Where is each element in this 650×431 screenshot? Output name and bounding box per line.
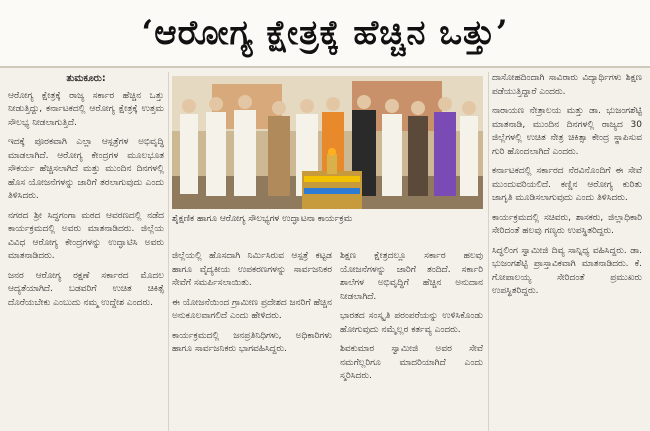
paragraph: ಈ ಯೋಜನೆಯಿಂದ ಗ್ರಾಮೀಣ ಪ್ರದೇಶದ ಜನರಿಗೆ ಹೆಚ್ಚಿನ ಅನುಕೂಲವಾಗಲಿದೆ ಎಂದು ಹೇಳಿದರು. xyxy=(172,297,332,321)
paragraph: ನಗರದ ಶ್ರೀ ಸಿದ್ಧಗಂಗಾ ಮಠದ ಆವರಣದಲ್ಲಿ ನಡೆದ ಕಾರ್ಯಕ್ರಮದಲ್ಲಿ ಅವರು ಮಾತನಾಡಿದರು. ಜಿಲ್ಲೆಯ ವಿವಿಧ ಆರೋಗ್ಯ ಕೇಂದ್ರಗಳನ್ನು ಉದ್ಘಾಟಿಸಿ ಅವರು ಮಾತನಾಡಿದರು. xyxy=(8,210,164,261)
paragraph: ಇದಕ್ಕೆ ಪೂರಕವಾಗಿ ಎಲ್ಲಾ ಆಸ್ಪತ್ರೆಗಳ ಅಭಿವೃದ್ಧಿ ಮಾಡಲಾಗಿದೆ. ಆರೋಗ್ಯ ಕೇಂದ್ರಗಳ ಮೂಲಭೂತ ಸೌಕರ್ಯ ಹೆಚ್ಚಿಸಲಾಗಿದೆ ಮತ್ತು ಮುಂದಿನ ದಿನಗಳಲ್ಲಿ ಹೊಸ ಯೋಜನೆಗಳನ್ನು ಜಾರಿಗೆ ತರಲಾಗುವುದು ಎಂದು ತಿಳಿಸಿದರು. xyxy=(8,137,164,201)
headline-banner xyxy=(0,0,650,66)
paragraph: ಕಾರ್ಯಕ್ರಮದಲ್ಲಿ ಸಚಿವರು, ಶಾಸಕರು, ಜಿಲ್ಲಾಧಿಕಾರಿ ಸೇರಿದಂತೆ ಹಲವು ಗಣ್ಯರು ಉಪಸ್ಥಿತರಿದ್ದರು. xyxy=(492,212,642,236)
headline: ‘ಆರೋಗ್ಯ ಕ್ಷೇತ್ರಕ್ಕೆ ಹೆಚ್ಚಿನ ಒತ್ತು’ xyxy=(141,13,509,53)
article-column-1 xyxy=(8,72,164,431)
headline-rule xyxy=(0,66,650,68)
paragraph: ಶಿಕ್ಷಣ ಕ್ಷೇತ್ರದಲ್ಲೂ ಸರ್ಕಾರ ಹಲವು ಯೋಜನೆಗಳನ್ನು ಜಾರಿಗೆ ತಂದಿದೆ. ಸರ್ಕಾರಿ ಶಾಲೆಗಳ ಅಭಿವೃದ್ಧಿಗೆ ಹೆಚ್ಚಿನ ಅನುದಾನ ನೀಡಲಾಗಿದೆ. xyxy=(340,251,483,302)
dateline: ತುಮಕೂರು: xyxy=(66,73,106,84)
column-divider xyxy=(488,72,489,431)
paragraph: ಕಾರ್ಯಕ್ರಮದಲ್ಲಿ ಜನಪ್ರತಿನಿಧಿಗಳು, ಅಧಿಕಾರಿಗಳು ಹಾಗೂ ಸಾರ್ವಜನಿಕರು ಭಾಗವಹಿಸಿದ್ದರು. xyxy=(172,330,332,354)
paragraph: ಸಿದ್ಧಲಿಂಗ ಸ್ವಾಮೀಜಿ ದಿವ್ಯ ಸಾನ್ನಿಧ್ಯ ವಹಿಸಿದ್ದರು. ಡಾ. ಭುಜಂಗಶೆಟ್ಟಿ ಪ್ರಾಸ್ತಾವಿಕವಾಗಿ ಮಾತನಾಡಿದರು. ಕೆ. ಗೋಪಾಲಯ್ಯ ಸೇರಿದಂತೆ ಪ್ರಮುಖರು ಉಪಸ್ಥಿತರಿದ್ದರು. xyxy=(492,245,642,296)
article-column-3 xyxy=(340,250,483,431)
paragraph: ನಾರಾಯಣ ನೇತ್ರಾಲಯ ಮತ್ತು ಡಾ. ಭುಜಂಗಶೆಟ್ಟಿ ಮಾತನಾಡಿ, ಮುಂದಿನ ದಿನಗಳಲ್ಲಿ ರಾಜ್ಯದ 30 ಜಿಲ್ಲೆಗಳಲ್ಲಿ ಉಚಿತ ನೇತ್ರ ಚಿಕಿತ್ಸಾ ಕೇಂದ್ರ ಸ್ಥಾಪಿಸುವ ಗುರಿ ಹೊಂದಲಾಗಿದೆ ಎಂದರು. xyxy=(492,106,642,157)
paragraph: ಕರ್ನಾಟಕದಲ್ಲಿ ಸರ್ಕಾರದ ನೆರವಿನೊಂದಿಗೆ ಈ ಸೇವೆ ಮುಂದುವರಿಯಲಿದೆ. ಕಣ್ಣಿನ ಆರೋಗ್ಯ ಕುರಿತು ಜಾಗೃತಿ ಮೂಡಿಸಲಾಗುವುದು ಎಂದು ತಿಳಿಸಿದರು. xyxy=(492,166,642,203)
paragraph: ಶಿವಕುಮಾರ ಸ್ವಾಮೀಜಿ ಅವರ ಸೇವೆ ನಮಗೆಲ್ಲರಿಗೂ ಮಾದರಿಯಾಗಿದೆ ಎಂದು ಸ್ಮರಿಸಿದರು. xyxy=(340,344,483,381)
news-photo xyxy=(172,76,483,209)
column-divider xyxy=(168,72,169,431)
article-column-2 xyxy=(172,250,332,431)
paragraph: ಜನರ ಆರೋಗ್ಯ ರಕ್ಷಣೆ ಸರ್ಕಾರದ ಮೊದಲ ಆದ್ಯತೆಯಾಗಿದೆ. ಬಡವರಿಗೆ ಉಚಿತ ಚಿಕಿತ್ಸೆ ದೊರೆಯಬೇಕು ಎಂಬುದು ನಮ್ಮ ಉದ್ದೇಶ ಎಂದರು. xyxy=(8,270,164,308)
paragraph: ದಾಸೋಹದಿಂದಾಗಿ ಸಾವಿರಾರು ವಿದ್ಯಾರ್ಥಿಗಳು ಶಿಕ್ಷಣ ಪಡೆಯುತ್ತಿದ್ದಾರೆ ಎಂದರು. xyxy=(492,73,642,97)
paragraph: ಆರೋಗ್ಯ ಕ್ಷೇತ್ರಕ್ಕೆ ರಾಜ್ಯ ಸರ್ಕಾರ ಹೆಚ್ಚಿನ ಒತ್ತು ನೀಡುತ್ತಿದ್ದು, ಕರ್ನಾಟಕದಲ್ಲಿ ಆರೋಗ್ಯ ಕ್ಷೇತ್ರಕ್ಕೆ ಉತ್ತಮ ಸೌಲಭ್ಯ ನೀಡಲಾಗುತ್ತಿದೆ. xyxy=(8,90,164,128)
article-column-4 xyxy=(492,72,642,431)
paragraph: ಜಿಲ್ಲೆಯಲ್ಲಿ ಹೊಸದಾಗಿ ನಿರ್ಮಿಸಿರುವ ಆಸ್ಪತ್ರೆ ಕಟ್ಟಡ ಹಾಗೂ ವೈದ್ಯಕೀಯ ಉಪಕರಣಗಳನ್ನು ಸಾರ್ವಜನಿಕರ ಸೇವೆಗೆ ಸಮರ್ಪಿಸಲಾಯಿತು. xyxy=(172,251,332,288)
photo-caption: ಶೈಕ್ಷಣಿಕ ಹಾಗೂ ಆರೋಗ್ಯ ಸೌಲಭ್ಯಗಳ ಉದ್ಘಾಟನಾ ಕಾರ್ಯಕ್ರಮ xyxy=(172,214,353,224)
paragraph: ಭಾರತದ ಸಂಸ್ಕೃತಿ ಪರಂಪರೆಯನ್ನು ಉಳಿಸಿಕೊಂಡು ಹೋಗುವುದು ನಮ್ಮೆಲ್ಲರ ಕರ್ತವ್ಯ ಎಂದರು. xyxy=(340,311,483,335)
ceremony-photo-illustration xyxy=(172,76,483,209)
